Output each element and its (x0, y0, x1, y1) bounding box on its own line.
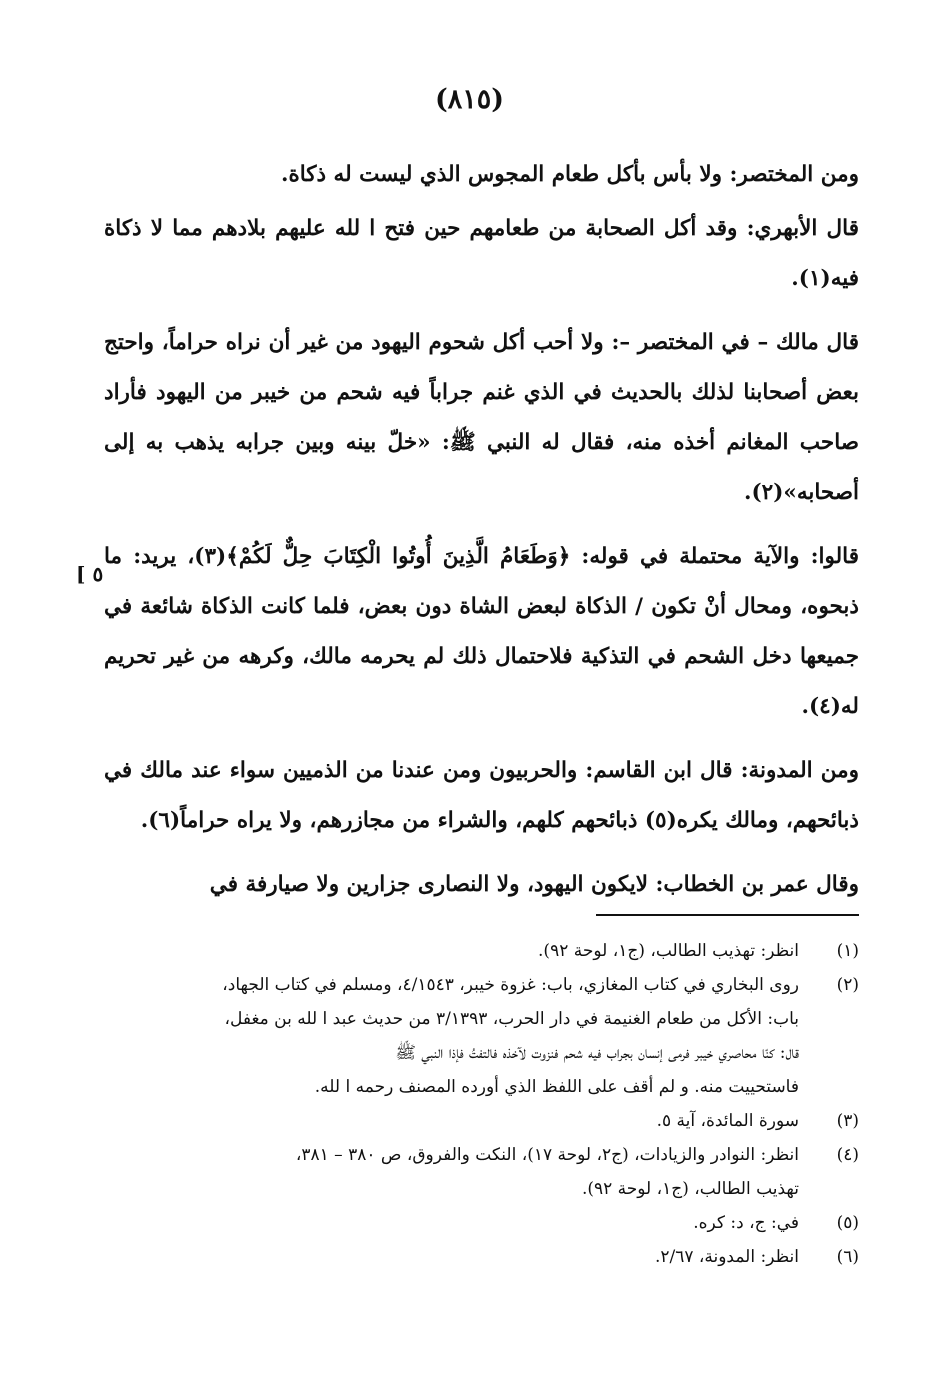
footnote-divider (596, 914, 859, 916)
footnote-1 (104, 934, 859, 968)
footnote-5 (104, 1206, 859, 1240)
main-text (104, 150, 859, 924)
page-number: (٨١٥) (434, 84, 505, 115)
footnotes (104, 934, 859, 1274)
manuscript-folio-marker: [ ٥ (76, 562, 104, 586)
footnote-number: (٥) (836, 1213, 859, 1233)
footnote-line: تهذيب الطالب، (ج١، لوحة ٩٢). (581, 1179, 799, 1199)
paragraph-4: قالوا: والآية محتملة في قوله: ﴿وَطَعَامُ الَّذِينَ أُوتُوا الْكِتَابَ حِلٌّ لَكُمْ﴾(٣)، يريد: ما ذبحوه، ومحال أنْ تكون / الذكاة لبعض الشاة دون بعض، فلما كانت الذكاة شائعة في جميعها دخل الشحم في التذكية فلاحتمال ذلك لم يحرمه مالك، وكرهه من غير تحريم له(٤). (104, 544, 860, 719)
footnote-line: انظر: المدونة، ٢/٦٧. (654, 1247, 799, 1267)
footnote-number: (٣) (836, 1111, 859, 1131)
footnote-text (104, 934, 799, 968)
footnote-line: فاستحييت منه. و لم أقف على اللفظ الذي أورده المصنف رحمه ا لله. (314, 1077, 799, 1097)
footnote-3 (104, 1104, 859, 1138)
footnote-number: (١) (836, 941, 859, 961)
footnote-line: انظر: النوادر والزيادات، (ج٢، لوحة ١٧)، النكت والفروق، ص ٣٨٠ – ٣٨١، (295, 1145, 799, 1165)
footnote-text (104, 1206, 799, 1240)
footnote-number: (٤) (836, 1145, 859, 1165)
footnote-number: (٢) (836, 975, 859, 995)
footnote-text (104, 1240, 799, 1274)
paragraph-1: ومن المختصر: ولا بأس بأكل طعام المجوس الذي ليست له ذكاة. (280, 162, 859, 187)
paragraph-6: وقال عمر بن الخطاب: لايكون اليهود، ولا النصارى جزارين ولا صيارفة في (209, 872, 859, 897)
footnote-text (104, 1104, 799, 1138)
footnote-line: في: ج، د: كره. (693, 1213, 799, 1233)
footnote-2 (104, 968, 859, 1104)
paragraph-2: قال الأبهري: وقد أكل الصحابة من طعامهم حين فتح ا لله عليهم بلادهم مما لا ذكاة فيه(١). (104, 216, 859, 291)
footnote-text (104, 968, 799, 1104)
footnote-text (104, 1138, 799, 1206)
footnote-line: قال: كنّا محاصري خيبر فرمى إنسان بجراب فيه شحم فنزوت لآخذه فالتفتُ فإذا النبي ﷺ (395, 1043, 799, 1063)
footnote-line: انظر: تهذيب الطالب، (ج١، لوحة ٩٢). (538, 941, 799, 961)
footnote-4 (104, 1138, 859, 1206)
paragraph-3: قال مالك – في المختصر –: ولا أحب أكل شحوم اليهود من غير أن نراه حراماً، واحتج بعض أصحابنا لذلك بالحديث في الذي غنم جراباً فيه شحم من خيبر من اليهود فأراد صاحب المغانم أخذه منه، فقال له النبي ﷺ: «خلّ بينه وبين جرابه يذهب به إلى أصحابه»(٢). (104, 330, 859, 505)
footnote-line: سورة المائدة، آية ٥. (656, 1111, 799, 1131)
footnote-number: (٦) (836, 1247, 859, 1267)
footnote-line: باب: الأكل من طعام الغنيمة في دار الحرب، ٣/١٣٩٣ من حديث عبد ا لله بن مغفل، (224, 1009, 799, 1029)
paragraph-5: ومن المدونة: قال ابن القاسم: والحربيون ومن عندنا من الذميين سواء عند مالك في ذبائحهم، ومالك يكره(٥) ذبائحهم كلهم، والشراء من مجازرهم، ولا يراه حراماً(٦). (104, 758, 859, 833)
footnote-line: روى البخاري في كتاب المغازي، باب: غزوة خيبر، ٤/١٥٤٣، ومسلم في كتاب الجهاد، (222, 975, 799, 995)
footnote-6 (104, 1240, 859, 1274)
